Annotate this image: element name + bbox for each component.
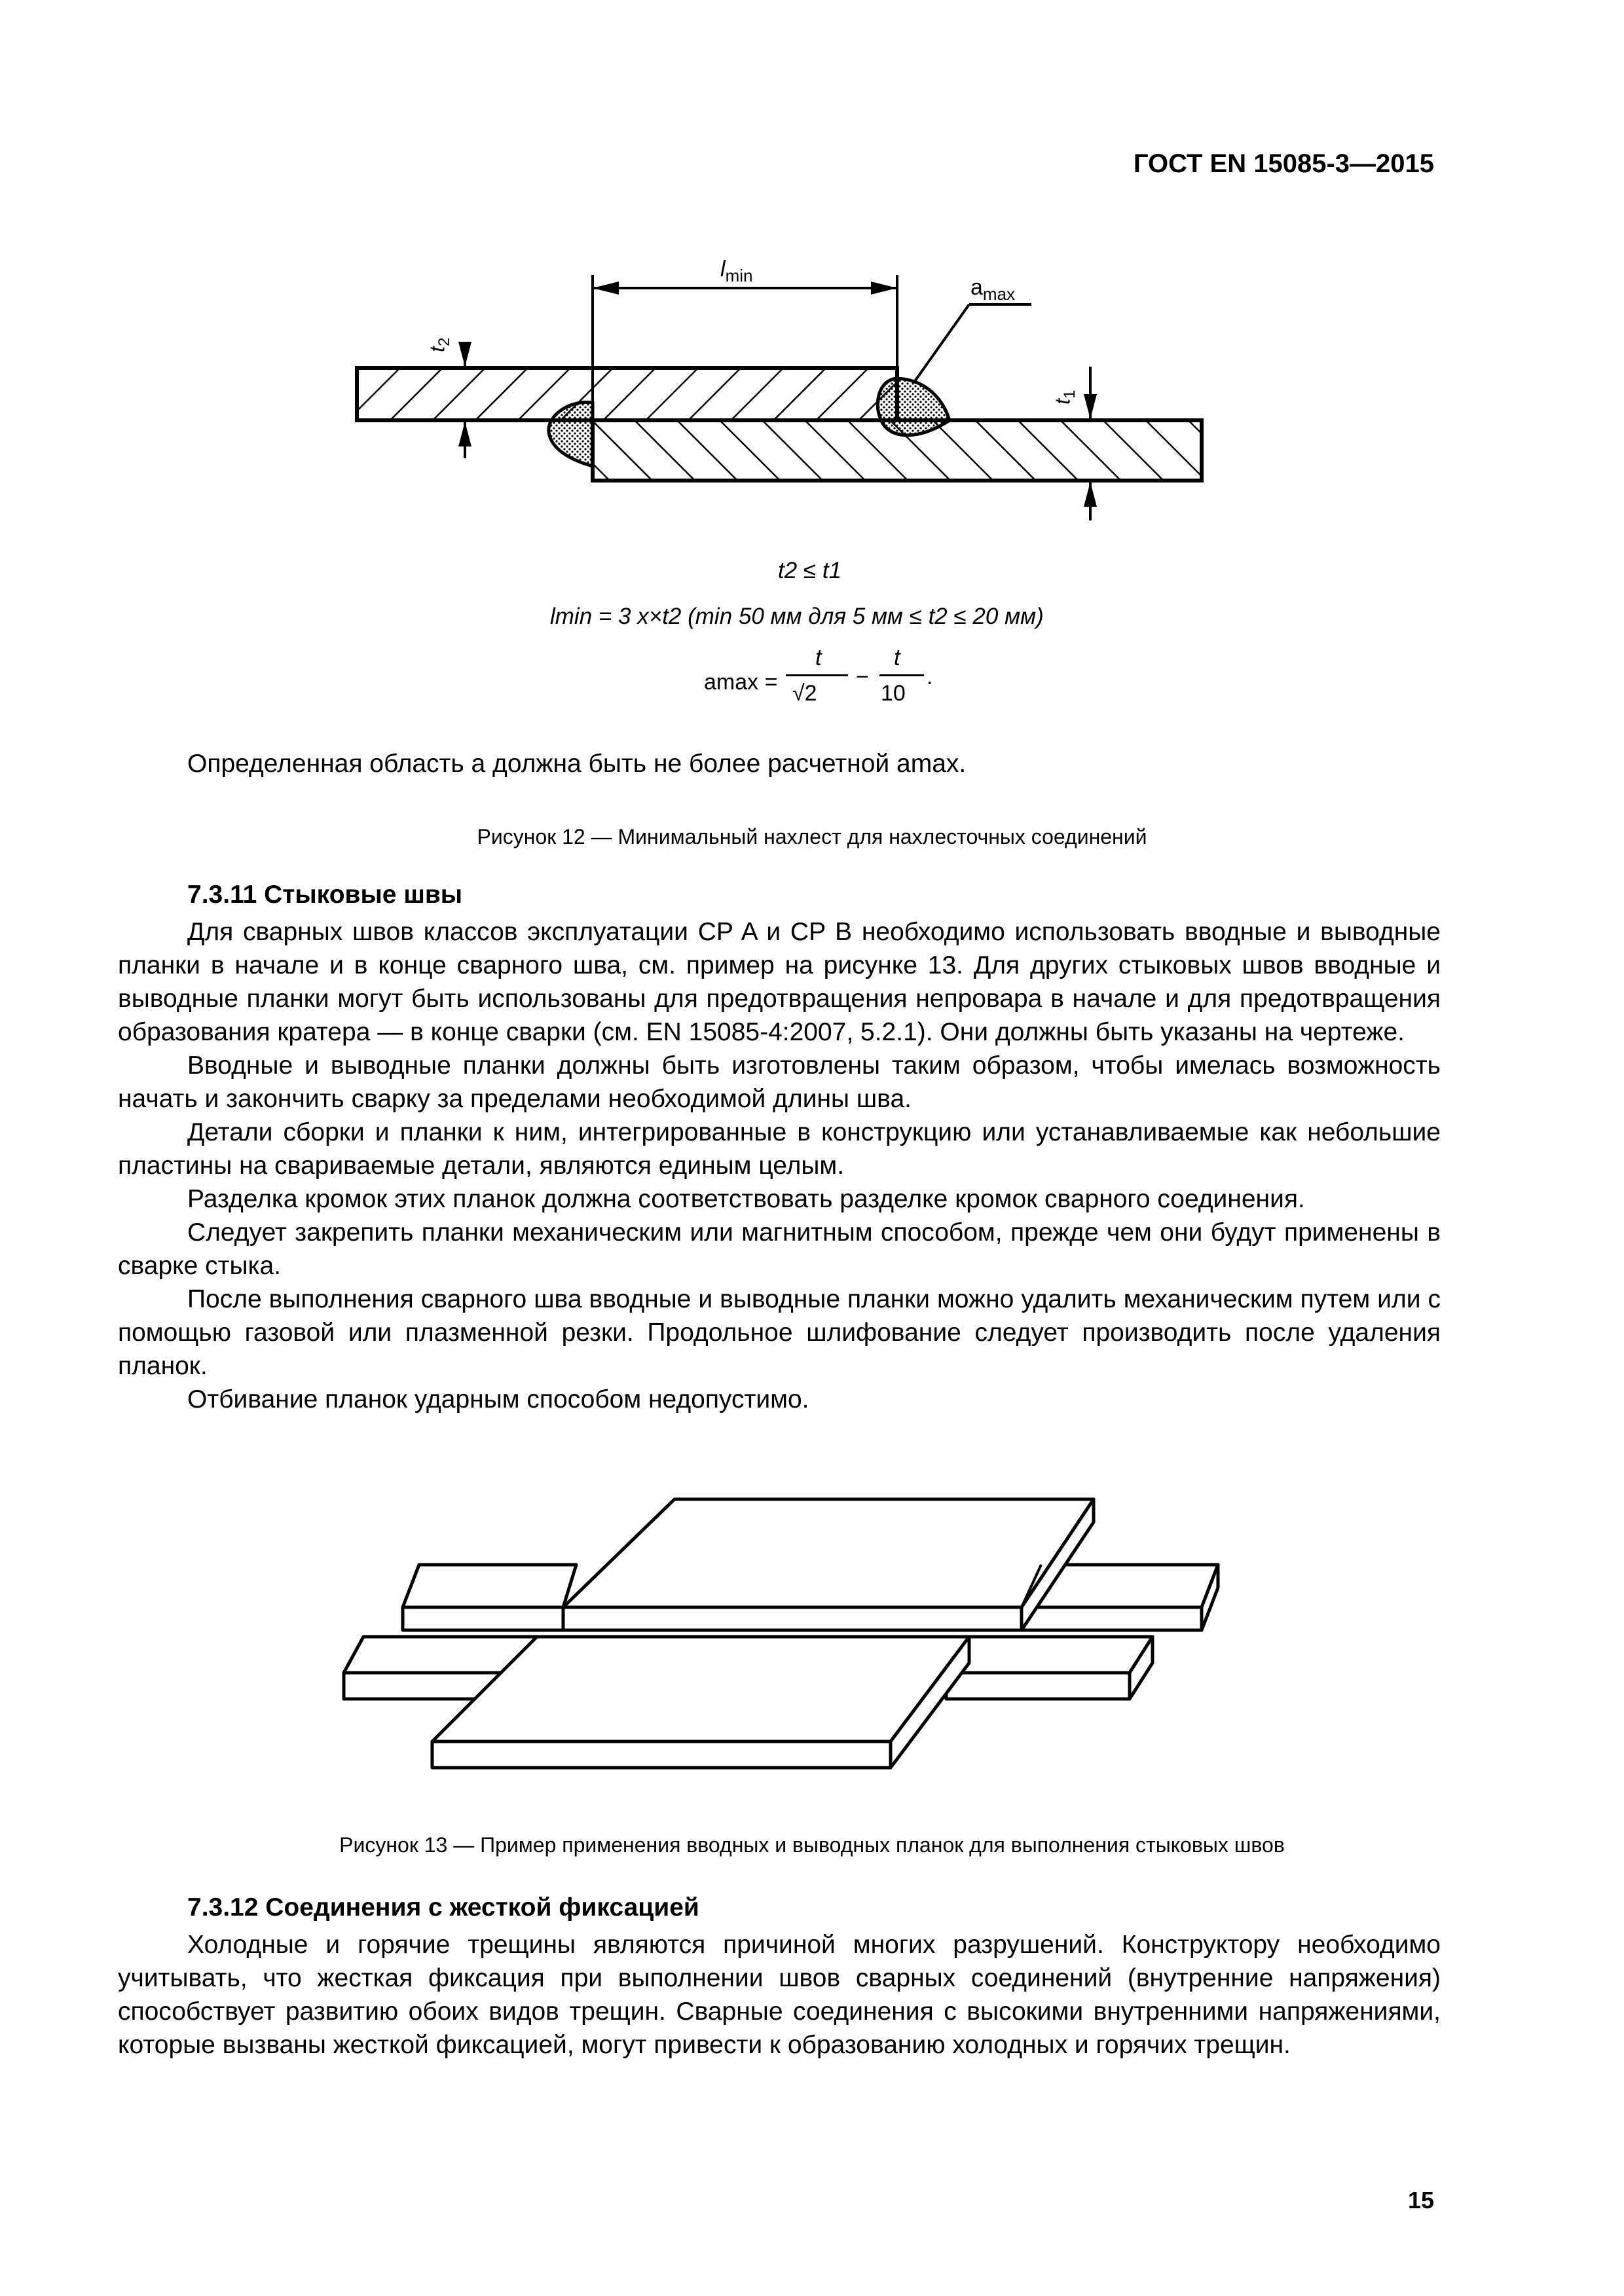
formula-lmin: lmin = 3 x×t2 (min 50 мм для 5 мм ≤ t2 ≤ 20 мм) bbox=[550, 604, 1044, 629]
right-weld bbox=[877, 378, 950, 435]
label-lmin: $l_{min}$ bbox=[720, 257, 753, 285]
section-7-3-11-heading: 7.3.11 Стыковые швы bbox=[187, 881, 463, 909]
paragraph: После выполнения сварного шва вводные и выводные планки можно удалить механическим путем или с помощью газовой или плазменной резки. Продольное шлифование следует производить после удаления планок. bbox=[118, 1285, 1441, 1380]
paragraph: Вводные и выводные планки должны быть изготовлены таким образом, чтобы имелась возможность начать и закончить сварку за пределами необходимой длины шва. bbox=[118, 1051, 1441, 1113]
label-t1: $t_1$ bbox=[1050, 390, 1079, 405]
paragraph: Детали сборки и планки к ним, интегрированные в конструкцию или устанавливаемые как небольшие пластины на свариваемые детали, являются единым целым. bbox=[118, 1118, 1441, 1180]
upper-plate bbox=[357, 368, 897, 420]
paragraph: Разделка кромок этих планок должна соответствовать разделке кромок сварного соединения. bbox=[187, 1185, 1305, 1213]
paragraph: Холодные и горячие трещины являются причиной многих разрушений. Конструктору необходимо учитывать, что жесткая фиксация при выполнении швов сварных соединений (внутренние напряжения) способствует развитию обоих видов трещин. Сварные соединения с высокими внутренними напряжениями, которые вызваны жесткой фиксацией, могут привести к образованию холодных и горячих трещин. bbox=[118, 1931, 1441, 2059]
figure-12-caption: Рисунок 12 — Минимальный нахлест для нахлесточных соединений bbox=[477, 825, 1147, 848]
figure-13-caption: Рисунок 13 — Пример применения вводных и выводных планок для выполнения стыковых швов bbox=[339, 1833, 1285, 1857]
section-7-3-12-body bbox=[118, 1928, 1441, 2062]
formula-t2-le-t1: t2 ≤ t1 bbox=[778, 558, 842, 583]
figure-12-note: Определенная область a должна быть не более расчетной amax. bbox=[187, 750, 967, 778]
label-t2: $t_2$ bbox=[425, 337, 453, 352]
paragraph: Отбивание планок ударным способом недопустимо. bbox=[187, 1385, 809, 1413]
paragraph: Следует закрепить планки механическим или магнитным способом, прежде чем они будут применены в сварке стыка. bbox=[118, 1218, 1441, 1280]
section-7-3-12-heading: 7.3.12 Соединения с жесткой фиксацией bbox=[187, 1893, 699, 1922]
label-amax: $a_{max}$ bbox=[970, 275, 1016, 304]
paragraph: Для сварных швов классов эксплуатации CP A и CP B необходимо использовать вводные и выводные планки в начале и в конце сварного шва, см. пример на рисунке 13. Для других стыковых швов вводные и выводные планки могут быть использованы для предотвращения непровара в начале и для предотвращения образования кратера — в конце сварки (см. EN 15085-4:2007, 5.2.1). Они должны быть указаны на чертеже. bbox=[118, 918, 1441, 1046]
document-standard-number: ГОСТ EN 15085-3—2015 bbox=[1133, 149, 1434, 178]
page-number: 15 bbox=[1407, 2187, 1434, 2214]
section-7-3-11-body bbox=[118, 915, 1441, 1416]
formula-amax: amax = t √2 − t 10 . bbox=[704, 645, 933, 706]
